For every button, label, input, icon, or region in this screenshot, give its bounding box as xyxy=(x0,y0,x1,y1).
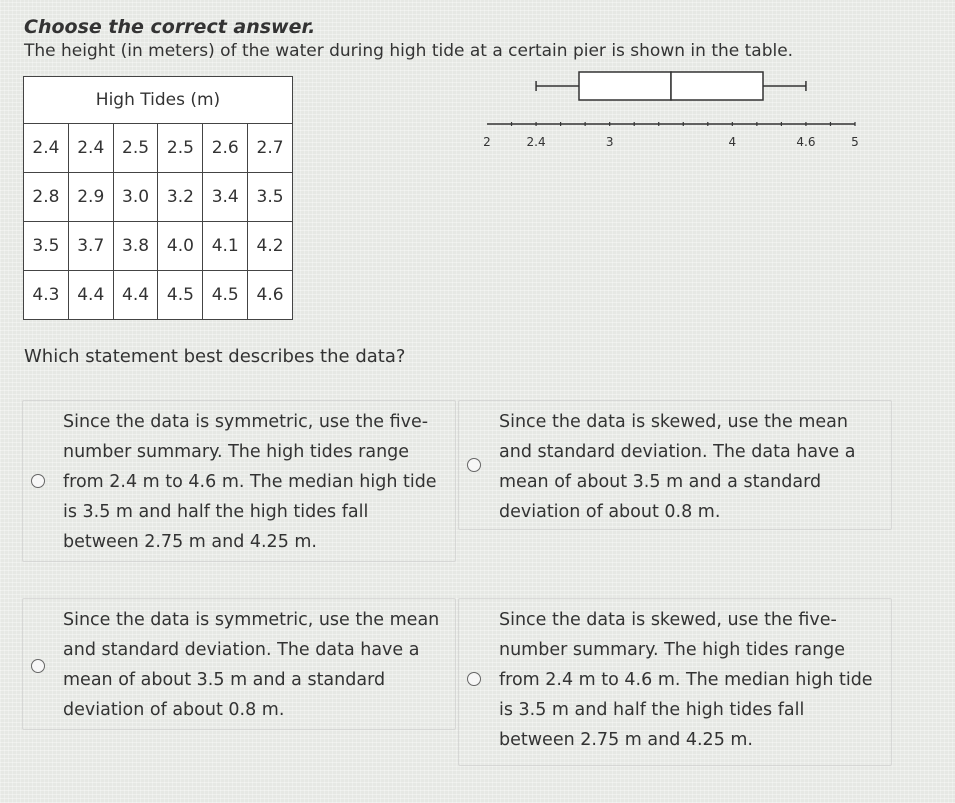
box-upper-half xyxy=(671,72,763,100)
table-cell: 3.2 xyxy=(158,173,203,222)
choice-b-text: Since the data is skewed, use the mean and standard deviation. The data have a mean of about 3.5 m and a standard deviation of about 0.8 m. xyxy=(499,412,856,522)
axis-tick-label: 3 xyxy=(605,135,614,149)
problem-prompt: The height (in meters) of the water during high tide at a certain pier is shown in the table. xyxy=(24,41,794,61)
radio-button-b[interactable] xyxy=(467,458,481,472)
table-cell: 4.4 xyxy=(113,271,158,320)
question-text: Which statement best describes the data? xyxy=(24,346,406,367)
table-cell: 4.1 xyxy=(203,222,248,271)
axis-tick-label: 2.4 xyxy=(526,135,546,149)
radio-button-c[interactable] xyxy=(31,659,45,673)
choice-c-text: Since the data is symmetric, use the mean and standard deviation. The data have a mean of about 3.5 m and a standard deviation of about 0.8 m. xyxy=(63,610,440,720)
tick-labels xyxy=(483,135,859,149)
table-cell: 4.3 xyxy=(24,271,69,320)
axis-tick-label: 5 xyxy=(851,135,859,149)
table-cell: 3.7 xyxy=(68,222,113,271)
answer-choice-d[interactable] xyxy=(458,598,892,766)
box-lower-half xyxy=(579,72,671,100)
table-cell: 4.0 xyxy=(158,222,203,271)
axis-tick-label: 4.6 xyxy=(796,135,816,149)
table-cell: 4.2 xyxy=(248,222,293,271)
table-cell: 4.5 xyxy=(158,271,203,320)
table-cell: 2.4 xyxy=(68,124,113,173)
table-cell: 3.5 xyxy=(248,173,293,222)
axis-tick-label: 2 xyxy=(483,135,491,149)
choice-a-text: Since the data is symmetric, use the five-number summary. The high tides range from 2.4 m to 4.6 m. The median high tide is 3.5 m and half the high tides fall between 2.75 m and 4.25 m. xyxy=(63,412,437,552)
table-row xyxy=(24,124,293,173)
table-cell: 2.9 xyxy=(68,173,113,222)
table-row xyxy=(24,271,293,320)
choice-d-text: Since the data is skewed, use the five-number summary. The high tides range from 2.4 m to 4.6 m. The median high tide is 3.5 m and half the high tides fall between 2.75 m and 4.25 m. xyxy=(499,610,873,750)
table-cell: 2.7 xyxy=(248,124,293,173)
table-cell: 2.5 xyxy=(158,124,203,173)
box-plot xyxy=(470,66,870,156)
table-row xyxy=(24,173,293,222)
table-cell: 2.4 xyxy=(24,124,69,173)
table-cell: 3.8 xyxy=(113,222,158,271)
table-row xyxy=(24,222,293,271)
table-cell: 2.5 xyxy=(113,124,158,173)
table-title: High Tides (m) xyxy=(24,77,293,124)
answer-choice-a[interactable] xyxy=(22,400,456,562)
answer-choice-c[interactable] xyxy=(22,598,456,730)
table-cell: 4.5 xyxy=(203,271,248,320)
high-tides-table xyxy=(23,76,293,320)
radio-button-d[interactable] xyxy=(467,672,481,686)
table-cell: 3.0 xyxy=(113,173,158,222)
axis-tick-label: 4 xyxy=(728,135,737,149)
answer-choice-b[interactable] xyxy=(458,400,892,530)
box-plot-svg xyxy=(470,66,870,156)
table-cell: 4.6 xyxy=(248,271,293,320)
table-cell: 3.5 xyxy=(24,222,69,271)
table-cell: 2.8 xyxy=(24,173,69,222)
radio-button-a[interactable] xyxy=(31,474,45,488)
question-heading: Choose the correct answer. xyxy=(24,16,316,38)
table-cell: 2.6 xyxy=(203,124,248,173)
table-cell: 3.4 xyxy=(203,173,248,222)
table-cell: 4.4 xyxy=(68,271,113,320)
